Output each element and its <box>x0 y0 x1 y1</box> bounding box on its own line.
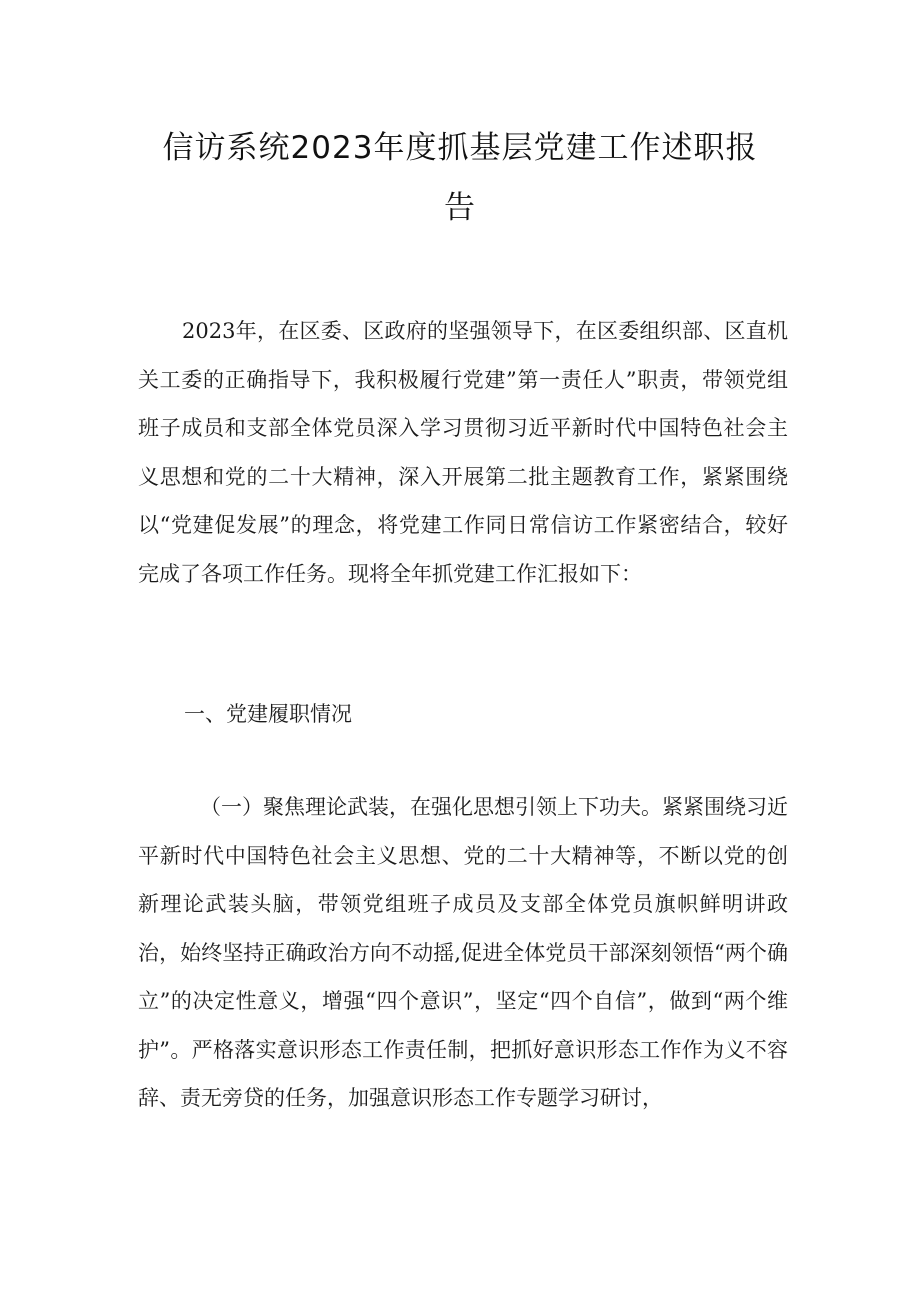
intro-paragraph: 2023年，在区委、区政府的坚强领导下，在区委组织部、区直机关工委的正确指导下，我积极履行党建”第一责任人”职责，带领党组班子成员和支部全体党员深入学习贯彻习近平新时代中国特色社会主义思想和党的二十大精神，深入开展第二批主题教育工作，紧紧围绕以“党建促发展”的理念，将党建工作同日常信访工作紧密结合，较好完成了各项工作任务。现将全年抓党建工作汇报如下： <box>138 319 788 586</box>
section-heading-1: 一、党建履职情况 <box>184 702 352 726</box>
document-title: 信访系统2023年度抓基层党建工作述职报告 <box>162 130 758 226</box>
subsection-paragraph-1: （一）聚焦理论武装，在强化思想引领上下功夫。紧紧围绕习近平新时代中国特色社会主义思想、党的二十大精神等，不断以党的创新理论武装头脑，带领党组班子成员及支部全体党员旗帜鲜明讲政治，始终坚持正确政治方向不动摇,促进全体党员干部深刻领悟“两个确立”的决定性意义，增强“四个意识”，坚定“四个自信”，做到“两个维护”。严格落实意识形态工作责任制，把抓好意识形态工作作为义不容辞、责无旁贷的任务，加强意识形态工作专题学习研讨， <box>138 795 788 1110</box>
